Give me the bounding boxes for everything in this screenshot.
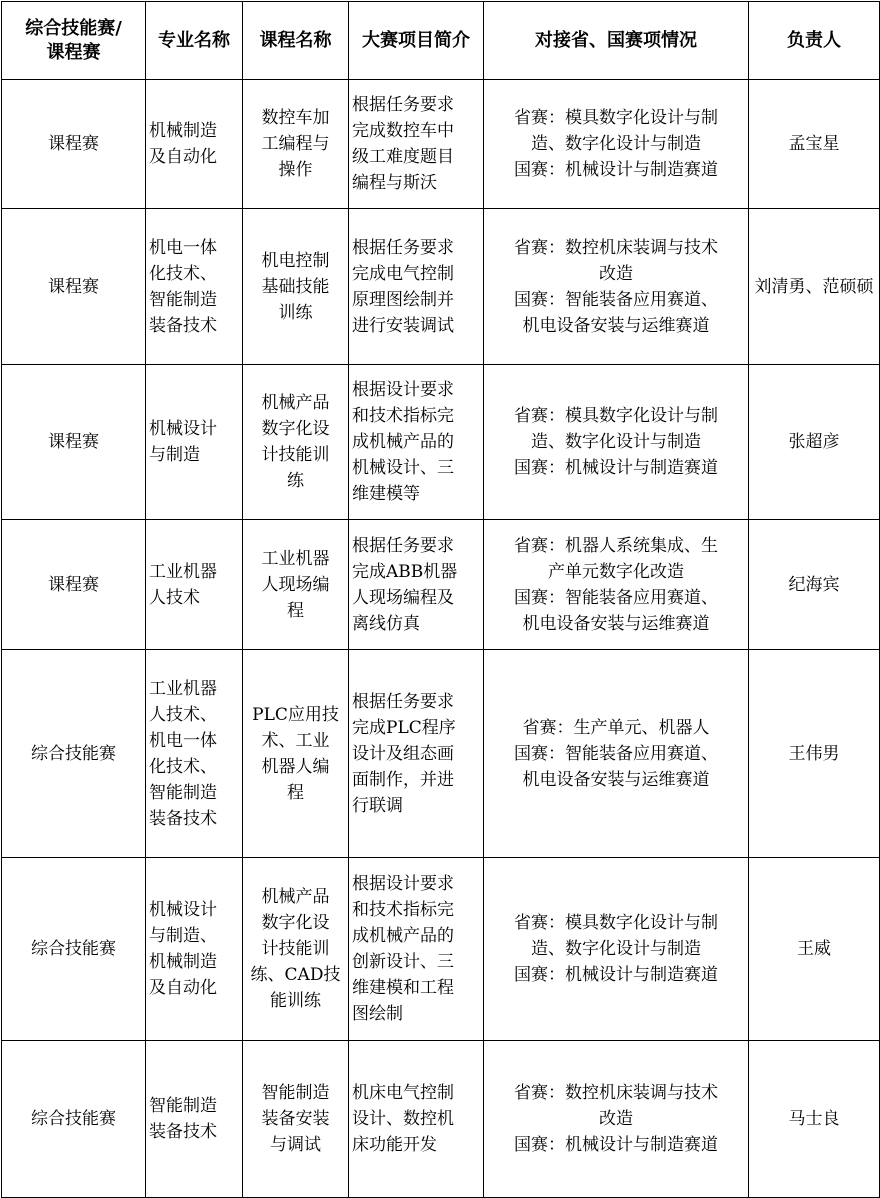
table-row (2, 520, 880, 650)
header-course (243, 2, 349, 80)
cell-text-line: 计技能训 (261, 445, 330, 465)
cell-competition-type (2, 209, 146, 365)
cell-competition-type (2, 520, 146, 650)
cell-text-line: 数字化设 (261, 913, 330, 933)
cell-text-line: 床功能开发 (352, 1135, 437, 1155)
cell-course (243, 650, 349, 858)
cell-text-line: 改造 (599, 263, 633, 284)
cell-text-line: 人现场编程及 (352, 587, 454, 608)
cell-text-line: 省赛：模具数字化设计与制 (514, 406, 718, 426)
header-row (2, 2, 880, 80)
cell-text-line: 数控车加 (261, 108, 330, 128)
cell-text-line: 产单元数字化改造 (548, 561, 684, 582)
cell-text-line: 练 (287, 471, 304, 491)
cell-text-line: 国赛：机械设计与制造赛道 (514, 1135, 718, 1155)
cell-matching (484, 650, 749, 858)
cell-owner (749, 1041, 880, 1198)
cell-text-line: 根据设计要求 (352, 874, 454, 894)
cell-course (243, 858, 349, 1041)
cell-text-line: 省赛：模具数字化设计与制 (514, 913, 718, 933)
cell-competition-type (2, 858, 146, 1041)
cell-text-line: 设计、数控机 (352, 1109, 454, 1129)
cell-text-line: 装备安装 (261, 1109, 330, 1129)
cell-owner (749, 365, 880, 520)
cell-course (243, 80, 349, 209)
cell-text-line: 课程赛 (48, 432, 99, 452)
cell-matching (484, 520, 749, 650)
cell-text-line: 机电一体 (149, 237, 217, 258)
cell-text-line: 国赛：机械设计与制造赛道 (514, 458, 718, 478)
cell-text-line: 智能制造 (149, 782, 217, 803)
cell-text-line: 和技术指标完 (352, 406, 454, 426)
cell-text-line: 离线仿真 (352, 613, 420, 634)
cell-text-line: 工业机器 (149, 561, 217, 582)
table-row (2, 858, 880, 1041)
cell-text-line: 与制造 (149, 445, 200, 465)
cell-owner (749, 858, 880, 1041)
cell-major (146, 650, 243, 858)
cell-description (349, 80, 484, 209)
cell-competition-type (2, 365, 146, 520)
cell-text-line: 成机械产品的 (352, 432, 454, 452)
cell-matching (484, 365, 749, 520)
competition-table (1, 1, 880, 1198)
cell-major (146, 80, 243, 209)
cell-description (349, 520, 484, 650)
cell-course (243, 365, 349, 520)
cell-major (146, 1041, 243, 1198)
cell-text-line: 马士良 (788, 1109, 840, 1129)
header-description (349, 2, 484, 80)
cell-matching (484, 858, 749, 1041)
cell-text-line: 术、工业 (261, 730, 330, 751)
cell-text-line: 计技能训 (261, 939, 330, 959)
cell-text-line: 完成ABB机器 (352, 561, 458, 582)
cell-text-line: 数字化设 (261, 419, 330, 439)
cell-text-line: 装备技术 (149, 315, 217, 336)
cell-text-line: 国赛：智能装备应用赛道、 (514, 289, 718, 310)
cell-text-line: 综合技能赛 (31, 939, 116, 959)
cell-text-line: 机械产品 (261, 393, 330, 413)
cell-text-line: 工业机器 (261, 548, 330, 569)
cell-text-line: 面制作，并进 (352, 769, 454, 790)
cell-competition-type (2, 80, 146, 209)
cell-owner (749, 209, 880, 365)
cell-text-line: 智能制造 (149, 1096, 217, 1116)
cell-major (146, 365, 243, 520)
table-row (2, 80, 880, 209)
cell-text-line: 综合技能赛 (31, 1109, 116, 1129)
cell-text-line: 造、数字化设计与制造 (531, 134, 701, 154)
cell-text-line: 维建模等 (352, 484, 420, 504)
cell-text-line: 程 (287, 782, 304, 803)
cell-text-line: 省赛：机器人系统集成、生 (514, 535, 718, 556)
cell-text-line: 行联调 (352, 795, 403, 816)
cell-major (146, 520, 243, 650)
header-matching (484, 2, 749, 80)
cell-text-line: 机电设备安装与运维赛道 (522, 769, 710, 790)
table-row (2, 650, 880, 858)
cell-text-line: 国赛：智能装备应用赛道、 (514, 587, 718, 608)
cell-text-line: 级工难度题目 (352, 147, 454, 167)
cell-text-line: 工编程与 (261, 134, 330, 154)
cell-text-line: 刘清勇、范硕硕 (754, 276, 874, 297)
cell-text-line: 设计及组态画 (352, 743, 454, 764)
header-owner (749, 2, 880, 80)
header-major (146, 2, 243, 80)
cell-text-line: 基础技能 (261, 276, 330, 297)
header-text-line: 专业名称 (158, 29, 230, 51)
cell-text-line: 完成数控车中 (352, 121, 454, 141)
cell-text-line: 及自动化 (149, 978, 217, 998)
table-row (2, 1041, 880, 1198)
cell-text-line: 机械制造 (149, 121, 217, 141)
cell-course (243, 209, 349, 365)
cell-description (349, 365, 484, 520)
cell-text-line: 操作 (278, 160, 313, 180)
cell-matching (484, 209, 749, 365)
cell-owner (749, 520, 880, 650)
cell-text-line: 机械设计 (149, 419, 217, 439)
cell-text-line: 机电设备安装与运维赛道 (522, 613, 710, 634)
cell-text-line: 完成PLC程序 (352, 717, 456, 738)
cell-text-line: 人技术 (149, 587, 200, 608)
cell-text-line: 练、CAD技 (250, 965, 341, 985)
header-text-line: 综合技能赛/ (25, 17, 122, 39)
cell-text-line: 人现场编 (261, 574, 330, 595)
cell-text-line: 造、数字化设计与制造 (531, 939, 701, 959)
cell-text-line: 张超彦 (788, 432, 840, 452)
cell-matching (484, 80, 749, 209)
cell-text-line: 智能制造 (261, 1083, 330, 1103)
cell-text-line: 与调试 (270, 1135, 321, 1155)
cell-text-line: 装备技术 (149, 1122, 217, 1142)
cell-text-line: 人技术、 (149, 704, 217, 725)
cell-text-line: 机器人编 (261, 756, 330, 777)
cell-text-line: 改造 (599, 1109, 633, 1129)
header-text-line: 对接省、国赛项情况 (535, 29, 697, 51)
cell-text-line: 机械设计 (149, 900, 217, 920)
cell-text-line: 根据任务要求 (352, 691, 454, 712)
cell-text-line: 省赛：模具数字化设计与制 (514, 108, 718, 128)
cell-text-line: 机械制造 (149, 952, 217, 972)
cell-text-line: 创新设计、三 (352, 952, 454, 972)
cell-text-line: 课程赛 (48, 574, 99, 595)
cell-text-line: 王威 (797, 939, 831, 959)
cell-text-line: 机械产品 (261, 887, 330, 907)
table-body (2, 80, 880, 1198)
cell-owner (749, 650, 880, 858)
cell-major (146, 209, 243, 365)
cell-competition-type (2, 650, 146, 858)
cell-text-line: 机械设计、三 (352, 458, 454, 478)
cell-text-line: 机电设备安装与运维赛道 (522, 315, 710, 336)
cell-text-line: 根据任务要求 (352, 237, 454, 258)
cell-text-line: 和技术指标完 (352, 900, 454, 920)
cell-text-line: 机电控制 (261, 250, 330, 271)
cell-text-line: 训练 (278, 302, 313, 323)
cell-text-line: 成机械产品的 (352, 926, 454, 946)
cell-text-line: 智能制造 (149, 289, 217, 310)
cell-text-line: 国赛：机械设计与制造赛道 (514, 965, 718, 985)
cell-text-line: 进行安装调试 (352, 315, 454, 336)
cell-matching (484, 1041, 749, 1198)
cell-text-line: 机床电气控制 (352, 1083, 454, 1103)
header-text-line: 负责人 (787, 29, 841, 51)
cell-text-line: 维建模和工程 (352, 978, 454, 998)
cell-text-line: 课程赛 (48, 276, 99, 297)
cell-course (243, 1041, 349, 1198)
cell-text-line: 图绘制 (352, 1004, 403, 1024)
cell-text-line: 机电一体 (149, 730, 217, 751)
cell-text-line: 课程赛 (48, 134, 99, 154)
cell-text-line: 及自动化 (149, 147, 217, 167)
cell-text-line: 王伟男 (788, 743, 840, 764)
header-text-line: 课程名称 (259, 29, 332, 51)
cell-text-line: 完成电气控制 (352, 263, 454, 284)
cell-text-line: 省赛：生产单元、机器人 (522, 717, 710, 738)
cell-major (146, 858, 243, 1041)
cell-text-line: 化技术、 (149, 263, 217, 284)
cell-text-line: 工业机器 (149, 678, 217, 699)
cell-text-line: 编程与斯沃 (352, 173, 437, 193)
cell-text-line: 根据任务要求 (352, 535, 454, 556)
cell-text-line: 程 (287, 600, 304, 621)
cell-text-line: 造、数字化设计与制造 (531, 432, 701, 452)
cell-description (349, 1041, 484, 1198)
cell-text-line: 综合技能赛 (31, 743, 116, 764)
cell-text-line: 纪海宾 (788, 574, 840, 595)
cell-description (349, 858, 484, 1041)
cell-text-line: 省赛：数控机床装调与技术 (514, 1083, 718, 1103)
cell-text-line: 化技术、 (149, 756, 217, 777)
header-text-line: 大赛项目简介 (362, 29, 470, 51)
header-type (2, 2, 146, 80)
cell-text-line: 能训练 (270, 991, 321, 1011)
cell-text-line: 省赛：数控机床装调与技术 (514, 237, 718, 258)
cell-text-line: PLC应用技 (252, 704, 339, 725)
cell-text-line: 国赛：智能装备应用赛道、 (514, 743, 718, 764)
header-text-line: 课程赛 (46, 41, 101, 63)
cell-text-line: 原理图绘制并 (352, 289, 454, 310)
cell-owner (749, 80, 880, 209)
cell-competition-type (2, 1041, 146, 1198)
cell-text-line: 根据任务要求 (352, 95, 454, 115)
cell-text-line: 孟宝星 (788, 134, 840, 154)
table-row (2, 209, 880, 365)
cell-text-line: 与制造、 (149, 926, 217, 946)
table-row (2, 365, 880, 520)
cell-text-line: 国赛：机械设计与制造赛道 (514, 160, 718, 180)
cell-description (349, 650, 484, 858)
cell-course (243, 520, 349, 650)
cell-text-line: 根据设计要求 (352, 380, 454, 400)
cell-description (349, 209, 484, 365)
cell-text-line: 装备技术 (149, 808, 217, 829)
